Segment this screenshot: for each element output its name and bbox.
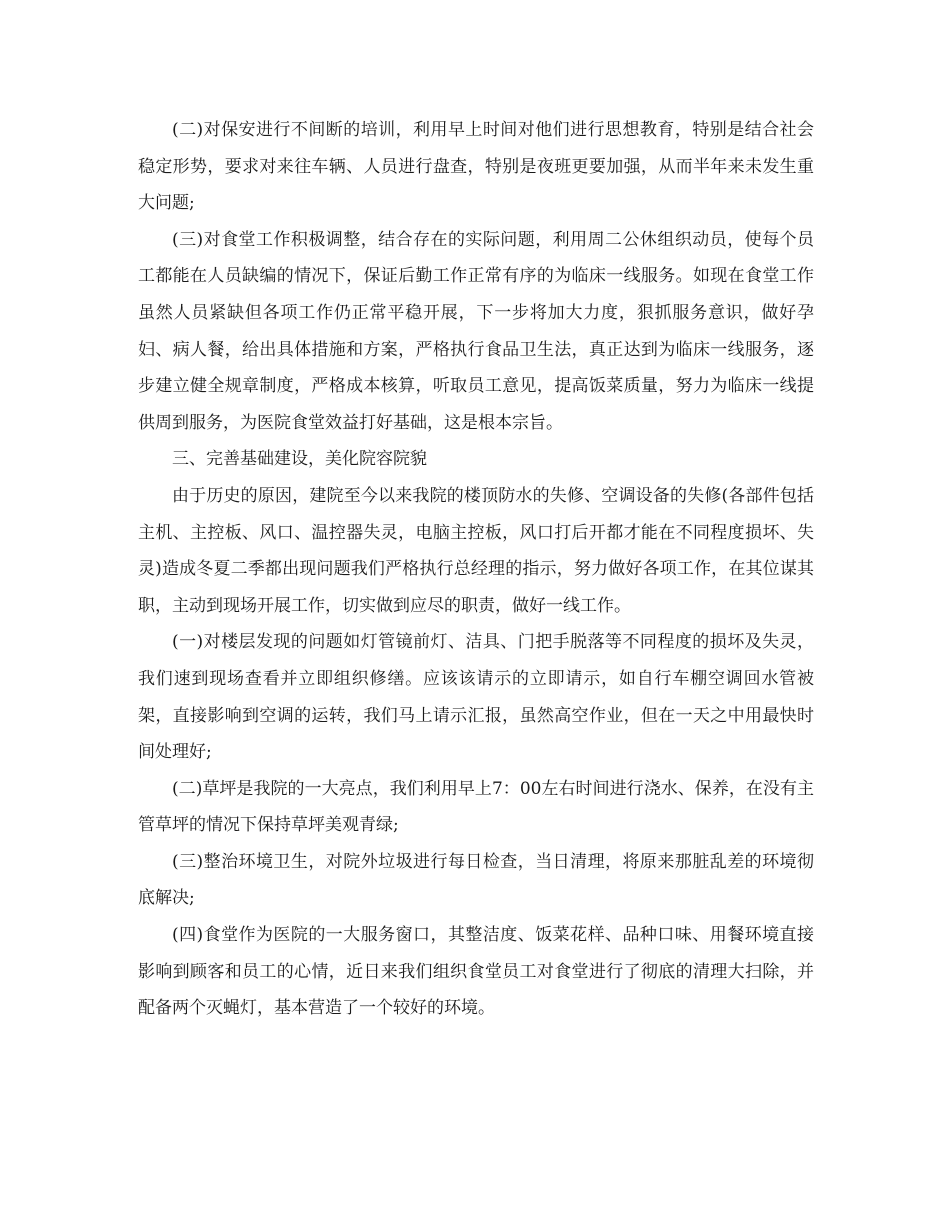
paragraph-canteen-adjustment: (三)对食堂工作积极调整，结合存在的实际问题，利用周二公休组织动员，使每个员工都能在人员缺编的情况下，保证后勤工作正常有序的为临床一线服务。如现在食堂工作虽然人员紧缺但各项工作仍正常平稳开展，下一步将加大力度，狠抓服务意识，做好孕妇、病人餐，给出具体措施和方案，严格执行食品卫生法，真正达到为临床一线服务，逐步建立健全规章制度，严格成本核算，听取员工意见，提高饭菜质量，努力为临床一线提供周到服务，为医院食堂效益打好基础，这是根本宗旨。 bbox=[138, 229, 814, 433]
paragraph-floor-repairs: (一)对楼层发现的问题如灯管镜前灯、洁具、门把手脱落等不同程度的损坏及失灵，我们速到现场查看并立即组织修缮。应该该请示的立即请示，如自行车棚空调回水管被架，直接影响到空调的运转，我们马上请示汇报，虽然高空作业，但在一天之中用最快时间处理好; bbox=[138, 632, 814, 763]
paragraph-security-training: (二)对保安进行不间断的培训，利用早上时间对他们进行思想教育，特别是结合社会稳定形势，要求对来往车辆、人员进行盘查，特别是夜班更要加强，从而半年来未发生重大问题; bbox=[138, 120, 814, 214]
paragraph-canteen-environment: (四)食堂作为医院的一大服务窗口，其整洁度、饭菜花样、品种口味、用餐环境直接影响到顾客和员工的心情，近日来我们组织食堂员工对食堂进行了彻底的清理大扫除，并配备两个灭蝇灯，基本营造了一个较好的环境。 bbox=[138, 925, 814, 1019]
paragraph-history-repairs: 由于历史的原因，建院至今以来我院的楼顶防水的失修、空调设备的失修(各部件包括主机、主控板、风口、温控器失灵，电脑主控板，风口打后开都才能在不同程度损坏、失灵)造成冬夏二季都出现问题我们严格执行总经理的指示，努力做好各项工作，在其位谋其职，主动到现场开展工作，切实做到应尽的职责，做好一线工作。 bbox=[138, 485, 814, 616]
paragraph-lawn-care: (二)草坪是我院的一大亮点，我们利用早上7：00左右时间进行浇水、保养，在没有主管草坪的情况下保持草坪美观青绿; bbox=[138, 778, 814, 836]
section-heading-infrastructure: 三、完善基础建设，美化院容院貌 bbox=[172, 449, 427, 470]
document-body bbox=[138, 112, 814, 1027]
paragraph-sanitation: (三)整治环境卫生，对院外垃圾进行每日检查，当日清理，将原来那脏乱差的环境彻底解决; bbox=[138, 851, 814, 909]
